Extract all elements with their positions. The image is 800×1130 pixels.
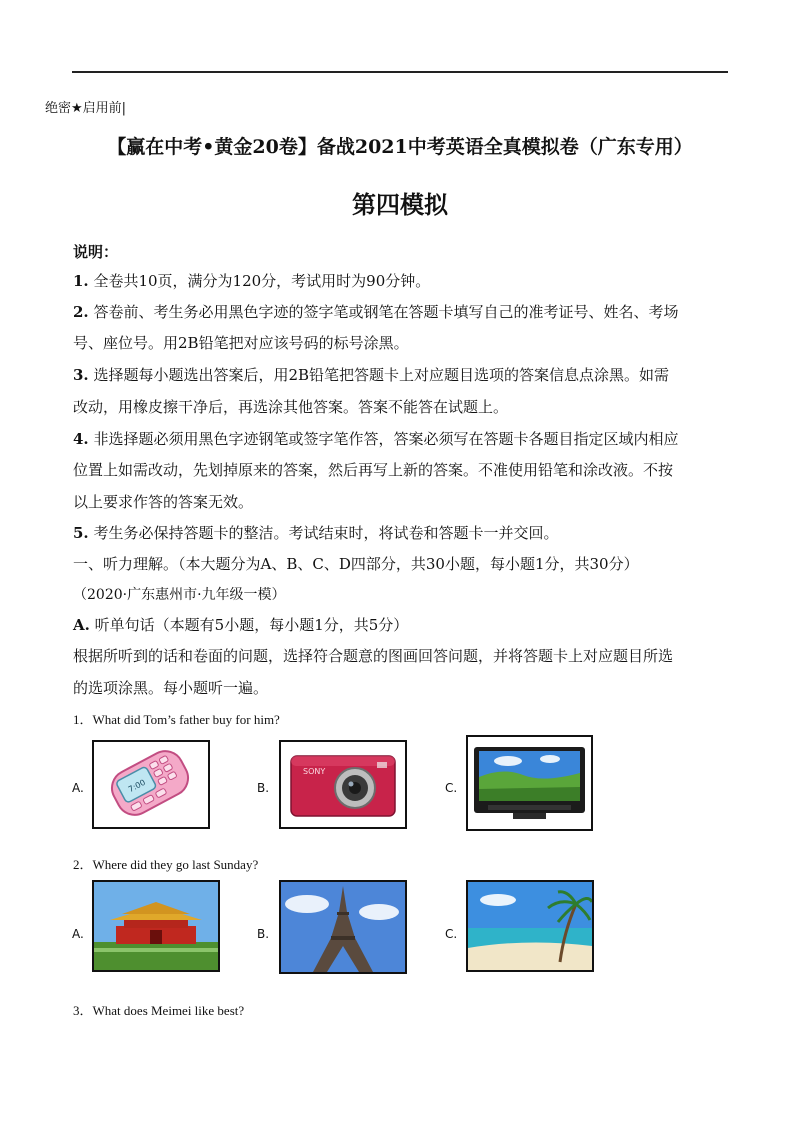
top-rule: [72, 71, 728, 73]
question-3: 3．What does Meimei like best?: [73, 1003, 245, 1018]
note-5: 5. 考生务必保持答题卡的整洁。考试结束时，将试卷和答题卡一并交回。: [73, 524, 559, 542]
q2-option-a-label: A.: [72, 927, 84, 941]
note-1: 1. 全卷共10页，满分为120分，考试用时为90分钟。: [73, 272, 431, 290]
exam-subtitle: 第四模拟: [352, 190, 448, 219]
part-a-heading: A. 听单句话（本题有5小题，每小题1分，共5分）: [73, 616, 409, 634]
digital-camera-icon: [281, 742, 405, 827]
note-3-cont: 改动，用橡皮擦干净后，再选涂其他答案。答案不能答在试题上。: [73, 398, 509, 416]
section-source: （2020·广东惠州市·九年级一模）: [73, 587, 286, 603]
note-4: 4. 非选择题必须用黑色字迹钢笔或签字笔作答，答案必须写在答题卡各题目指定区域内相应: [73, 430, 679, 448]
q1-option-a-label: A.: [72, 781, 84, 795]
exam-title: 【赢在中考•黄金20卷】备战2021中考英语全真模拟卷（广东专用）: [107, 136, 693, 158]
note-4-cont-1: 位置上如需改动，先划掉原来的答案，然后再写上新的答案。不准使用铅笔和涂改液。不按: [73, 461, 674, 479]
note-2-cont: 号、座位号。用2B铅笔把对应该号码的标号涂黑。: [73, 334, 409, 352]
q2-option-a-image[interactable]: [92, 880, 220, 972]
secret-label: 绝密★启用前|: [45, 101, 127, 116]
q2-option-b-image[interactable]: [279, 880, 407, 974]
instruction-2: 的选项涂黑。每小题听一遍。: [73, 679, 269, 697]
television-icon: [468, 737, 591, 829]
notes-heading: 说明：: [73, 243, 119, 261]
q1-option-b-image[interactable]: [279, 740, 407, 829]
note-3: 3. 选择题每小题选出答案后，用2B铅笔把答题卡上对应题目选项的答案信息点涂黑。如需: [73, 366, 670, 384]
mobile-phone-icon: [94, 742, 208, 827]
tiananmen-icon: [94, 882, 218, 970]
svg-text:SONY: SONY: [303, 767, 326, 776]
q1-option-a-image[interactable]: [92, 740, 210, 829]
q1-option-b-label: B.: [257, 781, 270, 795]
svg-text:7:00: 7:00: [126, 777, 147, 795]
q2-option-c-label: C.: [445, 927, 458, 941]
beach-palm-icon: [468, 882, 592, 970]
q2-option-c-image[interactable]: [466, 880, 594, 972]
note-4-cont-2: 以上要求作答的答案无效。: [73, 493, 254, 511]
q2-option-b-label: B.: [257, 927, 270, 941]
eiffel-tower-icon: [281, 882, 405, 972]
question-1: 1．What did Tom’s father buy for him?: [73, 712, 280, 727]
section-heading: 一、听力理解。（本大题分为A、B、C、D四部分，共30小题，每小题1分，共30分）: [73, 555, 639, 573]
q1-option-c-image[interactable]: [466, 735, 593, 831]
note-2: 2. 答卷前、考生务必用黑色字迹的签字笔或钢笔在答题卡填写自己的准考证号、姓名、考场: [73, 303, 679, 321]
q1-option-c-label: C.: [445, 781, 458, 795]
question-2: 2．Where did they go last Sunday?: [73, 857, 259, 872]
instruction-1: 根据所听到的话和卷面的问题，选择符合题意的图画回答问题，并将答题卡上对应题目所选: [73, 647, 674, 665]
